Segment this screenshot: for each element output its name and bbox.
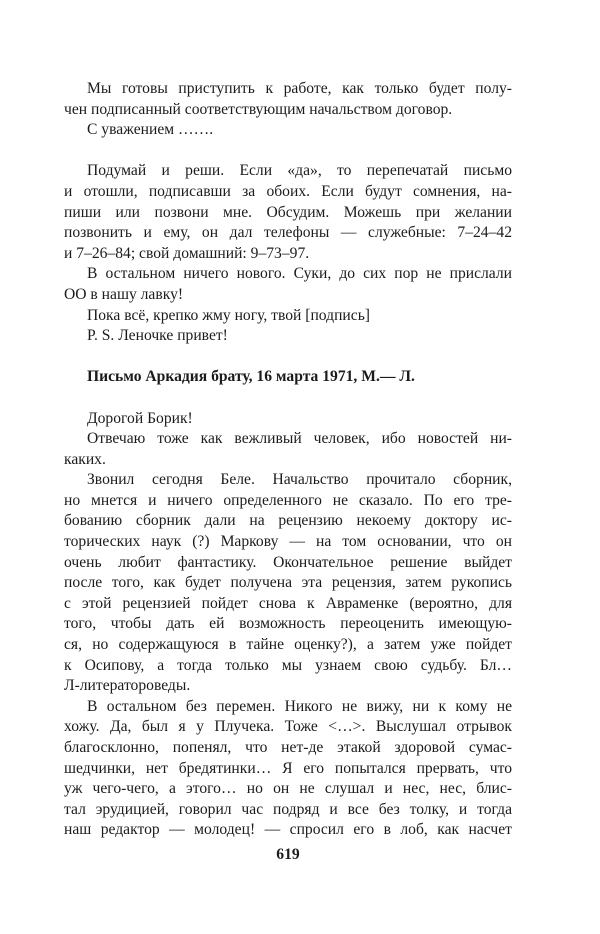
text-line: к Осипову, а тогда только мы узнаем свою судьбу. Бл…	[64, 656, 512, 674]
text-line: ся, но содержащуюся в тайне оценку?), а затем уже пойдет	[64, 636, 512, 654]
letter-paragraph	[64, 409, 512, 430]
blank-line	[64, 141, 512, 162]
blank-line	[64, 347, 512, 368]
text-line: чен подписанный соответствующим начальством договор.	[64, 100, 453, 118]
letter-heading	[64, 367, 512, 388]
text-line: В остальном без перемен. Никого не вижу, ни к кому не	[87, 697, 512, 715]
text-line: после того, как будет получена эта рецензия, затем рукопись	[64, 574, 512, 592]
letter-paragraph	[64, 79, 512, 141]
text-line: очень любит фантастику. Окончательное решение выйдет	[64, 553, 512, 571]
text-line: Письмо Аркадия брату, 16 марта 1971, М.— Л.	[87, 368, 415, 386]
text-line: Подумай и реши. Если «да», то перепечатай письмо	[87, 162, 512, 180]
text-line: с этой рецензией пойдет снова к Авраменке (вероятно, для	[64, 594, 512, 612]
text-line: Мы готовы приступить к работе, как только будет полу-	[87, 80, 512, 97]
text-line: позвонить и ему, он дал телефоны — служебные: 7–24–42	[64, 224, 512, 242]
text-line: шедчинки, нет бредятинки… Я его попытался прервать, что	[64, 759, 512, 777]
text-line: торических наук (?) Маркову — на том основании, что он	[64, 533, 512, 551]
text-line: хожу. Да, был я у Плучека. Тоже <…>. Выслушал отрывок	[64, 718, 512, 736]
text-line: благосклонно, попенял, что нет-де этакой здоровой сумас-	[64, 739, 512, 756]
text-line: Отвечаю тоже как вежливый человек, ибо новостей ни-	[87, 430, 512, 448]
page-text-column	[64, 79, 512, 841]
letter-paragraph	[64, 429, 512, 470]
text-line: P. S. Леночке привет!	[87, 327, 228, 345]
text-line: В остальном ничего нового. Суки, до сих пор не прислали	[87, 265, 512, 283]
letter-paragraph	[64, 161, 512, 264]
text-line: но мнется и ничего определенного не сказало. По его тре-	[64, 491, 512, 509]
text-line: каких.	[64, 450, 106, 468]
text-line: уж чего-чего, а этого… но он не слушал и нес, нес, блис-	[64, 780, 512, 798]
page-number: 619	[276, 846, 300, 863]
text-line: Звонил сегодня Беле. Начальство прочитало сборник,	[87, 471, 512, 489]
letter-paragraph	[64, 306, 512, 327]
text-line: и отошли, подписавши за обоих. Если будут сомнения, на-	[64, 182, 512, 200]
text-line: тал эрудицией, говорил час подряд и все без толку, и тогда	[64, 800, 512, 818]
text-line: С уважением …….	[87, 121, 214, 139]
text-line: того, чтобы дать ей возможность переоценить имеющую-	[64, 615, 512, 633]
text-line: пиши или позвони мне. Обсудим. Можешь при желании	[64, 203, 512, 221]
letter-paragraph	[64, 470, 512, 697]
letter-paragraph	[64, 697, 512, 841]
blank-line	[64, 388, 512, 409]
letter-paragraph	[64, 264, 512, 305]
text-line: ОО в нашу лавку!	[64, 285, 184, 303]
text-line: Л-литератороведы.	[64, 677, 191, 695]
text-line: наш редактор — молодец! — спросил его в лоб, как насчет	[64, 821, 512, 839]
text-line: бованию сборник дали на рецензию некоему доктору ис-	[64, 512, 512, 530]
text-line: Пока всё, крепко жму ногу, твой [подпись]	[87, 306, 371, 324]
text-line: и 7–26–84; свой домашний: 9–73–97.	[64, 244, 310, 262]
letter-paragraph	[64, 326, 512, 347]
text-line: Дорогой Борик!	[87, 409, 193, 427]
